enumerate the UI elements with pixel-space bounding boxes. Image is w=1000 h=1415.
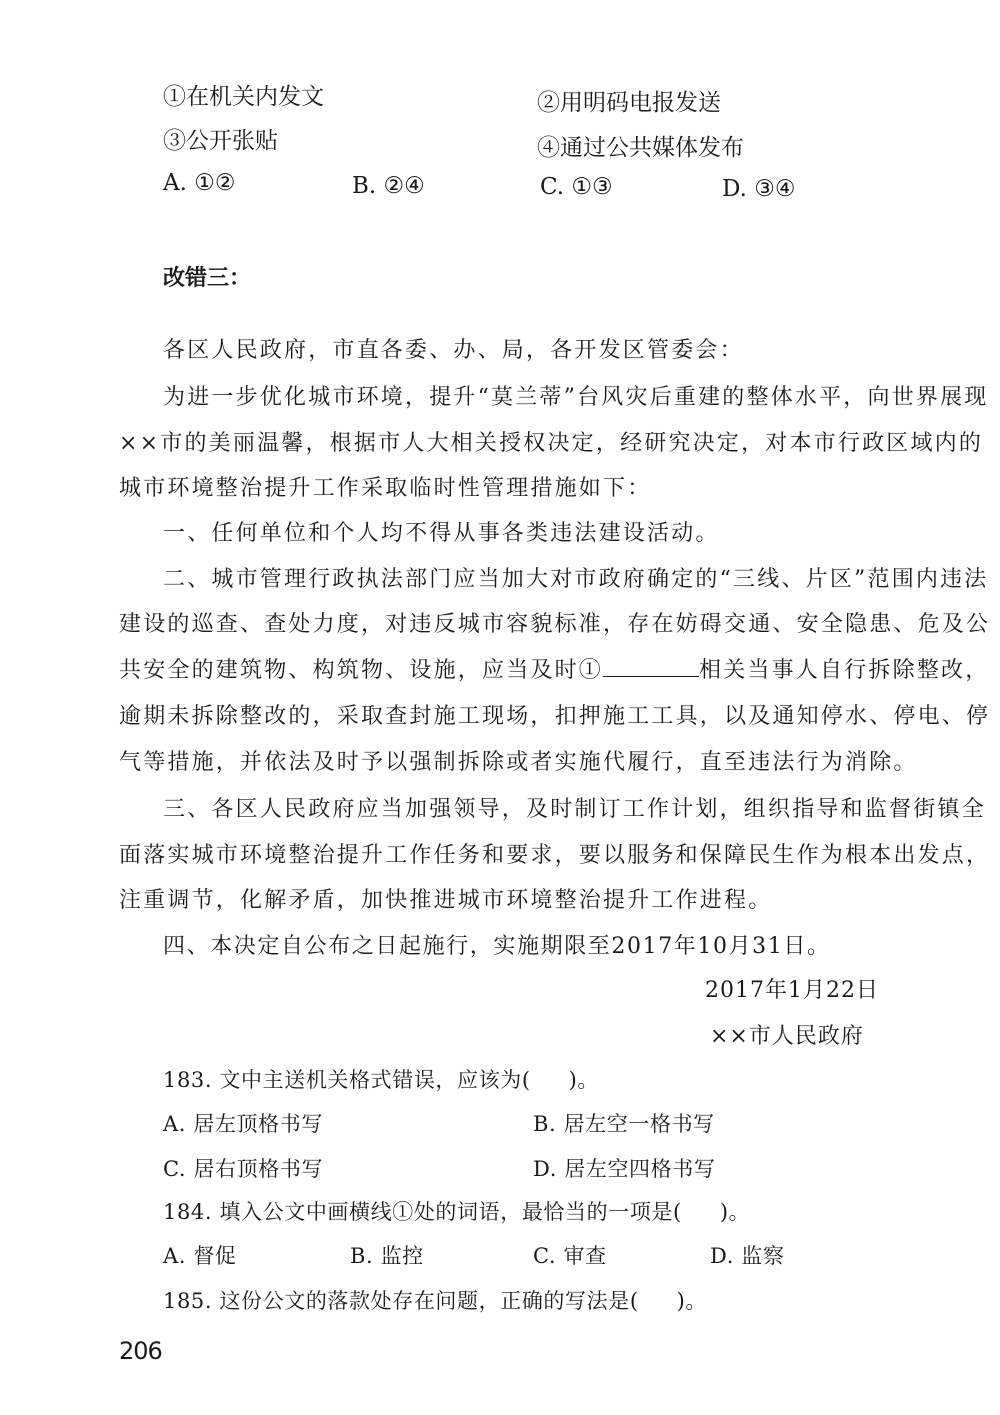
prev-choice-c: C. ①③ bbox=[540, 174, 613, 200]
doc-intro-line-3: 城市环境整治提升工作采取临时性管理措施如下： bbox=[119, 476, 652, 501]
prev-item-1: ①在机关内发文 bbox=[163, 84, 324, 110]
question-184-end: )。 bbox=[719, 1200, 751, 1224]
doc-item-2-line-2: 建设的巡查、查处力度，对违反城市容貌标准，存在妨碍交通、安全隐患、危及公 bbox=[119, 612, 991, 637]
prev-choice-a: A. ①② bbox=[163, 170, 236, 196]
q183-option-d: D. 居左空四格书写 bbox=[533, 1157, 716, 1181]
q183-option-c: C. 居右顶格书写 bbox=[163, 1157, 324, 1181]
doc-item-2-line-3 bbox=[119, 653, 989, 684]
doc-item-2-line-5: 气等措施，并依法及时予以强制拆除或者实施代履行，直至违法行为消除。 bbox=[119, 750, 918, 775]
doc-item-4: 四、本决定自公布之日起施行，实施期限至2017年10月31日。 bbox=[163, 934, 831, 959]
doc-date: 2017年1月22日 bbox=[705, 978, 879, 1003]
section-title: 改错三： bbox=[163, 266, 252, 291]
doc-item-3-line-2: 面落实城市环境整治提升工作任务和要求，要以服务和保障民生作为根本出发点， bbox=[119, 843, 991, 868]
doc-item-3-line-1: 三、各区人民政府应当加强领导，及时制订工作计划，组织指导和监督街镇全 bbox=[163, 797, 986, 822]
question-183 bbox=[163, 1064, 599, 1094]
doc-item-2-line-3-before-blank: 共安全的建筑物、构筑物、设施，应当及时① bbox=[119, 658, 604, 683]
q183-option-a: A. 居左顶格书写 bbox=[163, 1112, 323, 1136]
doc-item-1: 一、任何单位和个人均不得从事各类违法建设活动。 bbox=[163, 521, 720, 546]
fill-in-blank-1 bbox=[603, 656, 699, 677]
question-184 bbox=[163, 1196, 750, 1226]
question-183-end: )。 bbox=[568, 1068, 600, 1092]
doc-issuer: ××市人民政府 bbox=[710, 1024, 864, 1049]
question-185-end: )。 bbox=[676, 1289, 708, 1313]
q184-option-b: B. 监控 bbox=[350, 1244, 424, 1268]
doc-item-2-line-4: 逾期未拆除整改的，采取查封施工现场，扣押施工工具，以及通知停水、停电、停 bbox=[119, 704, 991, 729]
doc-intro-line-2: ××市的美丽温馨，根据市人大相关授权决定，经研究决定，对本市行政区域内的 bbox=[119, 431, 984, 456]
question-183-stem: 183. 文中主送机关格式错误，应该为( bbox=[163, 1068, 531, 1092]
prev-item-3: ③公开张贴 bbox=[163, 128, 278, 154]
question-184-stem: 184. 填入公文中画横线①处的词语，最恰当的一项是( bbox=[163, 1200, 682, 1224]
q183-option-b: B. 居左空一格书写 bbox=[533, 1112, 715, 1136]
prev-choice-d: D. ③④ bbox=[722, 176, 796, 202]
question-185 bbox=[163, 1285, 707, 1315]
prev-item-2: ②用明码电报发送 bbox=[537, 90, 721, 116]
page-number: 206 bbox=[119, 1337, 162, 1365]
question-185-stem: 185. 这份公文的落款处存在问题，正确的写法是( bbox=[163, 1289, 639, 1313]
doc-item-3-line-3: 注重调节，化解矛盾，加快推进城市环境整治提升工作进程。 bbox=[119, 888, 773, 913]
prev-choice-b: B. ②④ bbox=[352, 173, 425, 199]
doc-item-2-line-1: 二、城市管理行政执法部门应当加大对市政府确定的“三线、片区”范围内违法 bbox=[163, 567, 989, 592]
doc-intro-line-1: 为进一步优化城市环境，提升“莫兰蒂”台风灾后重建的整体水平，向世界展现 bbox=[163, 385, 989, 410]
q184-option-c: C. 审查 bbox=[533, 1244, 607, 1268]
doc-recipients: 各区人民政府，市直各委、办、局，各开发区管委会： bbox=[163, 338, 744, 363]
q184-option-a: A. 督促 bbox=[163, 1244, 237, 1268]
prev-item-4: ④通过公共媒体发布 bbox=[537, 135, 744, 161]
doc-item-2-line-3-after-blank: 相关当事人自行拆除整改， bbox=[699, 658, 990, 683]
q184-option-d: D. 监察 bbox=[710, 1244, 785, 1268]
